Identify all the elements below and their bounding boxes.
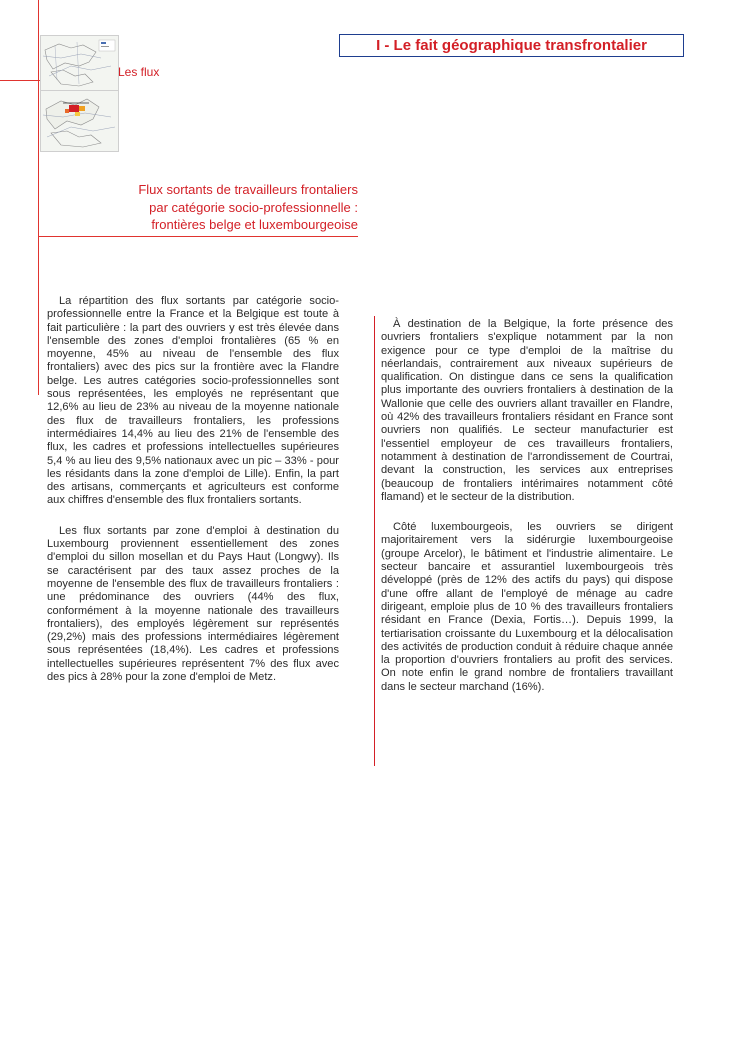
chapter-title: I - Le fait géographique transfrontalier [339,34,684,57]
paragraph: À destination de la Belgique, la forte présence des ouvriers frontaliers s'explique notamment par la non exigence pour ce type d'emploi de la maîtrise du néerlandais, contrairement aux niveaux supérieurs de qualification. On distingue dans ce sens la qualification plus importante des ouvriers frontaliers à destination de la Wallonie que celle des ouvriers allant travailler en Flandre, où 42% des travailleurs frontaliers résidant en France sont ouvriers non qualifiés. Le secteur manufacturier est l'essentiel employeur de ces travailleurs frontaliers, notamment à destination de l'arrondissement de Courtrai, devant la construction, les services aux entreprises (beaucoup de frontaliers intérimaires notamment côté flamand) et le secteur de la distribution. [381,318,673,503]
section-label: Les flux [118,65,160,79]
map-thumbnail-1 [40,35,119,91]
map-thumbnail-icon [41,36,118,90]
page-subtitle [98,181,358,234]
column-rule [374,316,375,766]
paragraph: Côté luxembourgeois, les ouvriers se dirigent majoritairement vers la sidérurgie luxembourgeoise (groupe Arcelor), le bâtiment et l'industrie alimentaire. Le secteur bancaire et assurantiel luxembourgeois très développé (près de 12% des actifs du pays) qui dispose d'une offre allant de l'employé de ménage au cadre dirigeant, emploie plus de 10 % des travailleurs frontaliers résidant en France (Dexia, Fortis…). Depuis 1999, la tertiarisation croissante du Luxembourg et la délocalisation des activités de production conduit à réduire chaque année la proportion d'ouvriers frontaliers au profit des services. On note enfin le grand nombre de frontaliers travaillant dans le secteur marchand (16%). [381,521,673,693]
subtitle-line-3: frontières belge et luxembourgeoise [151,217,358,232]
text-column-right [381,318,673,694]
subtitle-line-1: Flux sortants de travailleurs frontaliers [138,182,358,197]
text-column-left [47,295,339,684]
paragraph: Les flux sortants par zone d'emploi à destination du Luxembourg proviennent essentiellement des zones d'emploi du sillon mosellan et du Pays Haut (Longwy). Ils se caractérisent par des taux assez proches de la moyenne de l'ensemble des flux de travailleurs frontaliers : une prédominance des ouvriers (44% des flux, conformément à la moyenne nationale des travailleurs frontaliers), des employés légèrement sur représentés (29,2%) mais des professions intermédiaires légèrement sous représentées (18,4%). Les cadres et professions intellectuelles supérieures représentent 7% des flux avec des pics à 28% pour la zone d'emploi de Metz. [47,524,339,684]
paragraph: La répartition des flux sortants par catégorie socio-professionnelle entre la France et la Belgique est toute à fait particulière : la part des ouvriers y est très élevée dans l'ensemble des zones d'emploi frontalières (65 % en moyenne, 45% au niveau de l'ensemble des flux frontaliers) avec des pics sur la frontière avec la Flandre belge. Les autres catégories socio-professionnelles sont sous représentées, les employés ne représentant que 12,6% au lieu de 23% au niveau de la moyenne nationale des flux de travailleurs frontaliers, les professions intermédiaires 14,4% au lieu des 21% de l'ensemble des flux, les cadres et professions intellectuelles supérieures 5,4 % au lieu des 9,5% nationaux avec un pic – 33% - pour les résidants dans la zone d'emploi de Lille). Enfin, la part des artisans, commerçants et agriculteurs est conforme aux chiffres d'ensemble des flux frontaliers sortants. [47,295,339,507]
map-thumbnail-icon [41,91,118,151]
subtitle-rule [38,236,358,237]
map-thumbnail-2 [40,90,119,152]
subtitle-line-2: par catégorie socio-professionnelle : [149,199,358,215]
margin-rule-vertical [38,0,39,395]
